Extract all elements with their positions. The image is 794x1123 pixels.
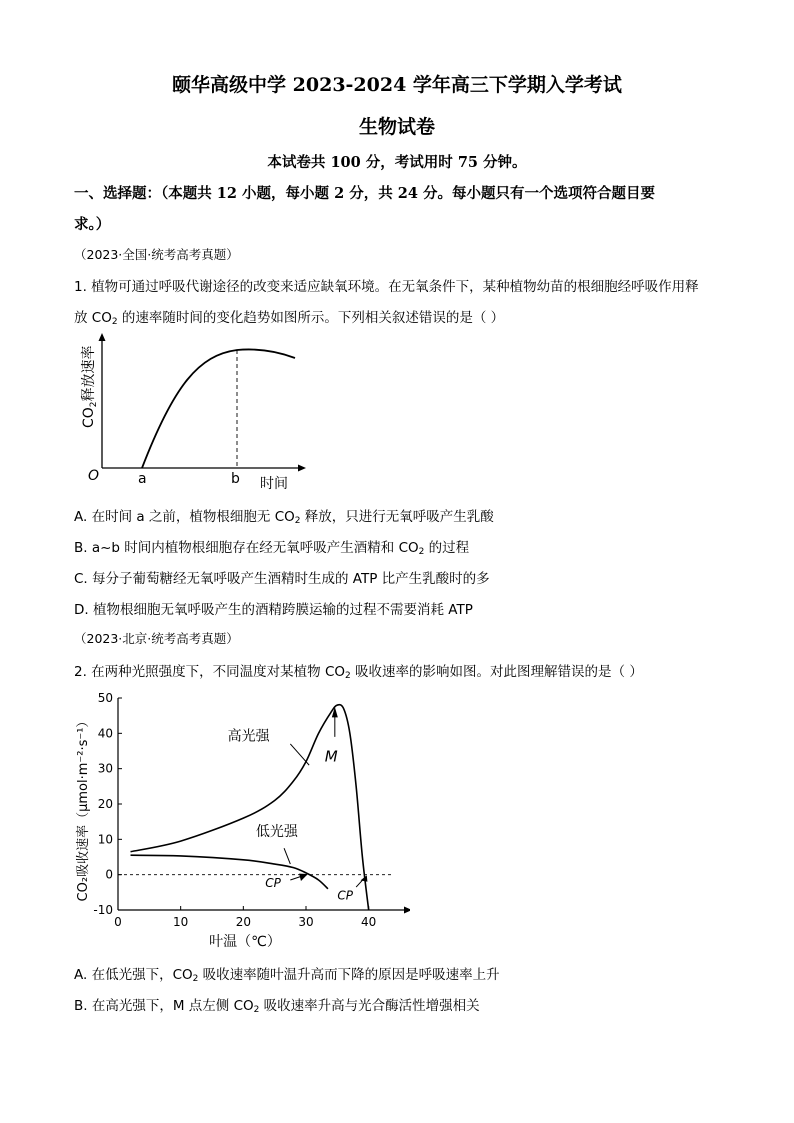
q1-figure bbox=[74, 330, 314, 495]
q2-series-low-light bbox=[131, 855, 328, 889]
section-heading-line2: 求。） bbox=[74, 216, 111, 233]
exam-info: 本试卷共 100 分，考试用时 75 分钟。 bbox=[267, 154, 527, 171]
q1-option-b: B. a~b 时间内植物根细胞存在经无氧呼吸产生酒精和 $CO_2$ 的过程 bbox=[74, 540, 470, 557]
q1-mark-a: a bbox=[138, 471, 147, 487]
q2-y-tick-label: 0 bbox=[105, 867, 113, 882]
q1-stem-line2: 放 $CO_2$ 的速率随时间的变化趋势如图所示。下列相关叙述错误的是（ ） bbox=[74, 310, 505, 327]
q1-stem-line1: 1. 植物可通过呼吸代谢途径的改变来适应缺氧环境。在无氧条件下，某种植物幼苗的根细胞经呼吸作用释 bbox=[74, 279, 699, 295]
q2-y-tick-label: 30 bbox=[97, 761, 113, 776]
q2-y-tick-label: -10 bbox=[93, 903, 113, 917]
q2-chart bbox=[70, 688, 410, 954]
q2-stem: 2. 在两种光照强度下，不同温度对某植物 $CO_2$ 吸收速率的影响如图。对此图理解错误的是（ ） bbox=[74, 664, 643, 681]
q2-y-tick-label: 10 bbox=[97, 832, 113, 847]
q2-source: （2023·北京·统考高考真题） bbox=[74, 631, 239, 646]
q2-x-tick-label: 0 bbox=[114, 915, 122, 929]
q2-y-tick-label: 50 bbox=[97, 691, 113, 705]
q2-label-m: M bbox=[324, 747, 338, 766]
q2-cp-low-arrow-icon bbox=[299, 874, 308, 881]
q2-option-a: A. 在低光强下，$CO_2$ 吸收速率随叶温升高而下降的原因是呼吸速率上升 bbox=[74, 967, 500, 984]
q1-curve bbox=[142, 349, 295, 468]
q2-x-tick-label: 40 bbox=[361, 915, 377, 929]
q1-source: （2023·全国·统考高考真题） bbox=[74, 247, 239, 262]
exam-subtitle: 生物试卷 bbox=[358, 116, 435, 138]
q2-leader-low bbox=[284, 848, 290, 864]
q1-xlabel: 时间 bbox=[260, 476, 288, 492]
q1-mark-b: b bbox=[231, 471, 240, 487]
q2-x-tick-label: 10 bbox=[173, 915, 189, 929]
q2-label-cp-low: CP bbox=[265, 876, 281, 891]
q1-ylabel: $CO_2$释放速率 bbox=[81, 345, 99, 428]
exam-title: 颐华高级中学 2023-2024 学年高三下学期入学考试 bbox=[172, 74, 622, 96]
q1-origin: O bbox=[88, 468, 100, 484]
q2-x-arrow-icon bbox=[404, 907, 410, 914]
q2-x-axis-label: 叶温（℃） bbox=[209, 934, 281, 950]
section-heading-line1: 一、选择题：（本题共 12 小题，每小题 2 分，共 24 分。每小题只有一个选项符合题目要 bbox=[74, 185, 655, 202]
q2-y-tick-label: 40 bbox=[97, 726, 113, 741]
q1-x-arrow-icon bbox=[298, 465, 306, 472]
q2-y-axis-label: CO₂吸收速率（μmol·m⁻²·s⁻¹） bbox=[76, 714, 91, 902]
q2-leader-high bbox=[290, 744, 309, 765]
q1-option-a: A. 在时间 a 之前，植物根细胞无 $CO_2$ 释放，只进行无氧呼吸产生乳酸 bbox=[74, 509, 494, 526]
q2-label-high-light: 高光强 bbox=[227, 728, 270, 745]
q1-y-arrow-icon bbox=[99, 333, 106, 341]
q2-y-tick-label: 20 bbox=[97, 797, 113, 811]
q1-option-d: D. 植物根细胞无氧呼吸产生的酒精跨膜运输的过程不需要消耗 ATP bbox=[74, 602, 473, 618]
q1-option-c: C. 每分子葡萄糖经无氧呼吸产生酒精时生成的 ATP 比产生乳酸时的多 bbox=[74, 571, 490, 587]
q2-x-tick-label: 30 bbox=[298, 915, 314, 929]
q2-label-low-light: 低光强 bbox=[255, 823, 298, 840]
q2-x-tick-label: 20 bbox=[235, 915, 251, 929]
q2-label-cp-high: CP bbox=[337, 888, 353, 903]
q2-option-b: B. 在高光强下，M 点左侧 $CO_2$ 吸收速率升高与光合酶活性增强相关 bbox=[74, 998, 480, 1015]
